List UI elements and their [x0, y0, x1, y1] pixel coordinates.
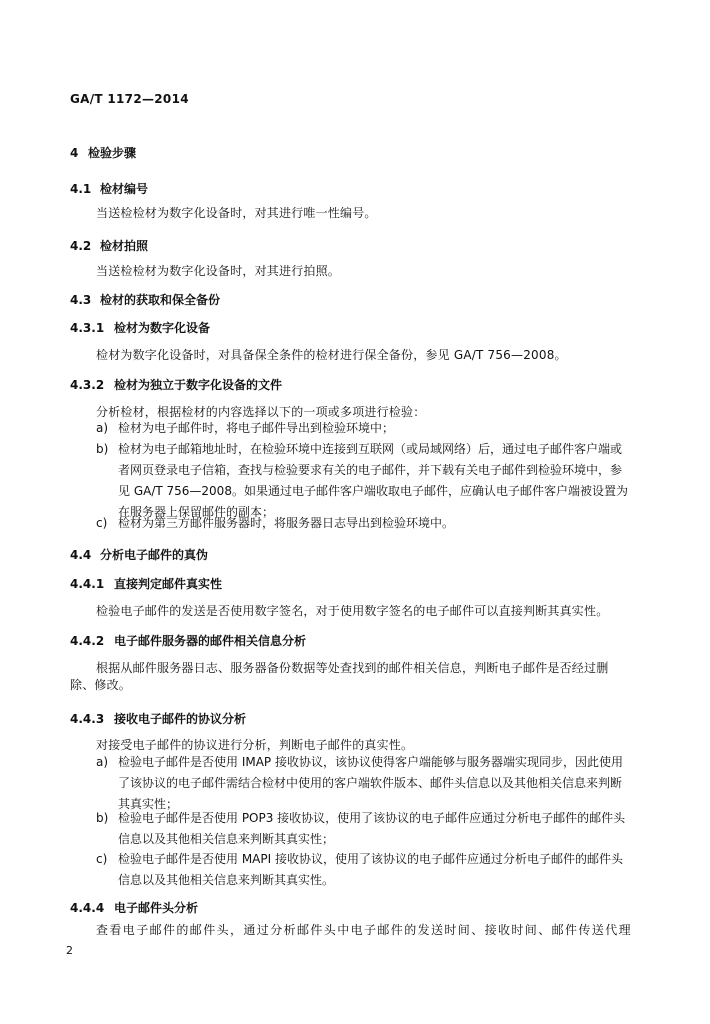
heading-4-4 [70, 546, 208, 563]
heading-number: 4.3.1 [70, 321, 105, 335]
heading-4 [70, 144, 136, 161]
standard-number-header: GA/T 1172—2014 [70, 92, 189, 106]
heading-title: 检验步骤 [88, 146, 137, 160]
list-text: 检材为电子邮箱地址时，在检验环境中连接到互联网（或局域网络）后，通过电子邮件客户端或者网页登录电子信箱，查找与检验要求有关的电子邮件，并下载有关电子邮件到检验环境中，参见 GA/T 756—2008。如果通过电子邮件客户端收取电子邮件，应确认电子邮件客户端被设置为在服务器上保留邮件的副本； [118, 442, 628, 519]
list-marker: c) [96, 852, 108, 866]
list-marker: a) [96, 421, 109, 435]
paragraph-4-4-2: 根据从邮件服务器日志、服务器备份数据等处查找到的邮件相关信息，判断电子邮件是否经过删除、修改。 [70, 661, 609, 692]
heading-number: 4.3.2 [70, 378, 105, 392]
paragraph-4-1: 当送检检材为数字化设备时，对其进行唯一性编号。 [96, 206, 377, 220]
list-text: 检材为第三方邮件服务器时，将服务器日志导出到检验环境中。 [118, 516, 455, 530]
heading-4-3-2 [70, 376, 282, 393]
list-item [96, 439, 630, 523]
list-item [96, 752, 630, 816]
heading-title: 电子邮件服务器的邮件相关信息分析 [114, 634, 307, 648]
heading-title: 分析电子邮件的真伪 [100, 548, 209, 562]
heading-4-4-2 [70, 632, 306, 649]
heading-title: 检材编号 [100, 182, 149, 196]
heading-4-4-1 [70, 575, 222, 592]
list-marker: a) [96, 755, 109, 769]
paragraph-4-3-1: 检材为数字化设备时，对具备保全条件的检材进行保全备份，参见 GA/T 756—2008。 [96, 348, 567, 362]
list-text: 检材为电子邮件时，将电子邮件导出到检验环境中； [118, 421, 395, 435]
heading-4-2 [70, 237, 148, 254]
list-item [96, 418, 630, 439]
heading-number: 4.2 [70, 239, 92, 253]
list-marker: b) [96, 442, 109, 456]
list-item [96, 849, 630, 891]
paragraph-4-3-2: 分析检材，根据检材的内容选择以下的一项或多项进行检验： [96, 405, 426, 419]
heading-number: 4.3 [70, 293, 92, 307]
heading-4-3 [70, 291, 220, 308]
heading-title: 接收电子邮件的协议分析 [114, 712, 247, 726]
heading-title: 检材为数字化设备 [114, 321, 211, 335]
heading-title: 电子邮件头分析 [114, 901, 199, 915]
heading-number: 4.4 [70, 548, 92, 562]
heading-title: 检材为独立于数字化设备的文件 [114, 378, 283, 392]
heading-4-1 [70, 180, 148, 197]
heading-title: 检材的获取和保全备份 [100, 293, 221, 307]
heading-number: 4.1 [70, 182, 92, 196]
heading-title: 直接判定邮件真实性 [114, 577, 223, 591]
paragraph-4-4-4: 查看电子邮件的邮件头，通过分析邮件头中电子邮件的发送时间、接收时间、邮件传送代理 [96, 923, 633, 937]
list-text: 检验电子邮件是否使用 IMAP 接收协议，该协议使得客户端能够与服务器端实现同步，因此使用了该协议的电子邮件需结合检材中使用的客户端软件版本、邮件头信息以及其他相关信息来判断其真实性； [118, 755, 623, 811]
list-marker: c) [96, 516, 108, 530]
list-item [96, 513, 630, 534]
paragraph-4-4-1: 检验电子邮件的发送是否使用数字签名，对于使用数字签名的电子邮件可以直接判断其真实性。 [96, 604, 609, 618]
list-item [96, 808, 630, 850]
heading-number: 4.4.4 [70, 901, 105, 915]
list-text: 检验电子邮件是否使用 POP3 接收协议，使用了该协议的电子邮件应通过分析电子邮件的邮件头信息以及其他相关信息来判断其真实性； [118, 811, 626, 846]
heading-number: 4.4.1 [70, 577, 105, 591]
heading-number: 4.4.3 [70, 712, 105, 726]
list-marker: b) [96, 811, 109, 825]
heading-number: 4 [70, 146, 79, 160]
list-text: 检验电子邮件是否使用 MAPI 接收协议，使用了该协议的电子邮件应通过分析电子邮件的邮件头信息以及其他相关信息来判断其真实性。 [118, 852, 623, 887]
page-number: 2 [66, 944, 73, 957]
heading-number: 4.4.2 [70, 634, 105, 648]
heading-4-3-1 [70, 319, 210, 336]
heading-title: 检材拍照 [100, 239, 149, 253]
paragraph-4-4-3: 对接受电子邮件的协议进行分析，判断电子邮件的真实性。 [96, 738, 414, 752]
heading-4-4-3 [70, 710, 246, 727]
heading-4-4-4 [70, 899, 198, 916]
paragraph-4-2: 当送检检材为数字化设备时，对其进行拍照。 [96, 264, 341, 278]
